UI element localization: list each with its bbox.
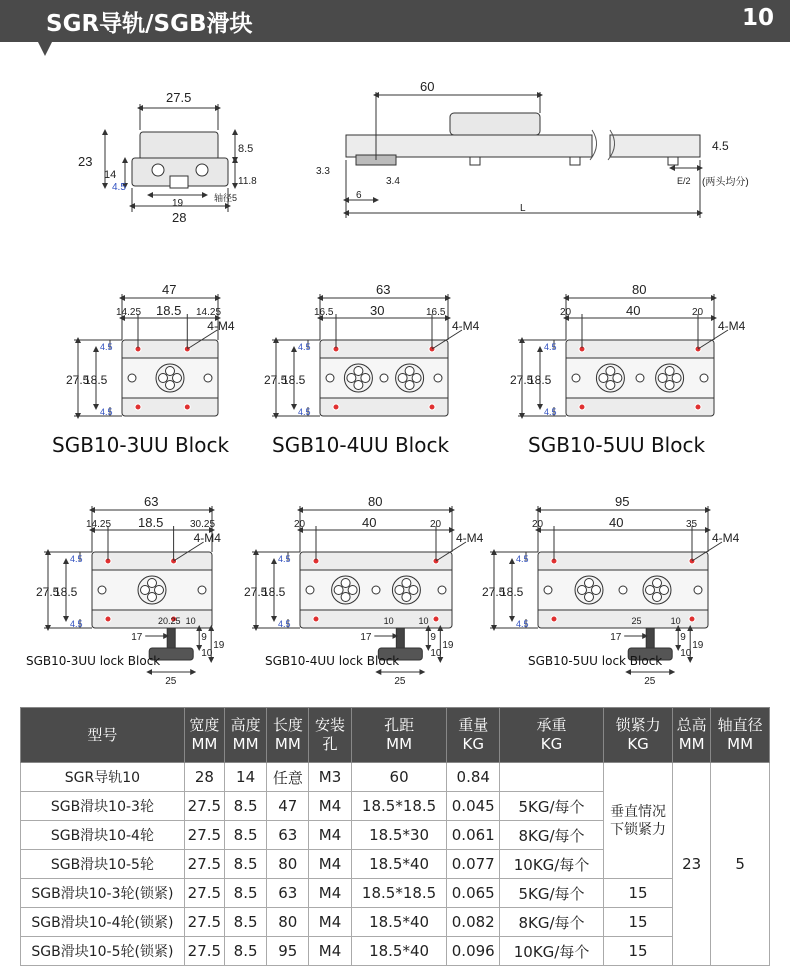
cell: 14	[224, 763, 266, 792]
dim-33: 3.3	[316, 166, 330, 177]
dim-h: 27.5	[36, 585, 60, 599]
dim-k17: 17	[360, 632, 372, 643]
dim-hole: 4-M4	[193, 531, 221, 545]
dim-hole: 4-M4	[718, 319, 746, 333]
dim-k25: 25	[644, 676, 656, 687]
dim-e-bot: 4.5	[516, 619, 529, 629]
cell: 8.5	[224, 937, 266, 966]
cell: M4	[309, 850, 351, 879]
dim-rail-85: 8.5	[238, 143, 254, 155]
dim-mid: 18.5	[138, 515, 164, 530]
cell: 18.5*30	[351, 821, 447, 850]
cell: 5KG/每个	[500, 792, 604, 821]
dim-e-half: E/2	[677, 176, 691, 186]
dim-width: 63	[376, 282, 391, 297]
th-model: 型号	[21, 708, 185, 763]
dim-k9: 9	[430, 632, 436, 643]
dim-rail-14: 14	[104, 169, 117, 181]
dim-h2: 18.5	[262, 585, 286, 599]
dim-k10: 10	[680, 648, 692, 659]
cell: SGR导轨10	[21, 763, 185, 792]
cell: 18.5*18.5	[351, 792, 447, 821]
cell: 8.5	[224, 908, 266, 937]
cell: 0.045	[447, 792, 500, 821]
dim-rail-bottom: 28	[172, 210, 187, 225]
cell: M3	[309, 763, 351, 792]
dim-h: 27.5	[510, 373, 534, 387]
dim-width: 63	[144, 494, 159, 509]
cell: 28	[184, 763, 224, 792]
cell: 18.5*40	[351, 908, 447, 937]
dim-e-bot: 4.5	[544, 407, 557, 417]
dim-width: 80	[368, 494, 383, 509]
dim-k19: 19	[442, 640, 454, 651]
lock-force-cell: 15	[604, 879, 673, 908]
dim-k9: 9	[680, 632, 686, 643]
spec-table	[20, 707, 770, 966]
dim-mid: 18.5	[156, 303, 182, 318]
dim-left: 20	[560, 307, 572, 318]
dim-e-top: 4.5	[544, 342, 557, 352]
table-row	[21, 763, 770, 792]
cell: M4	[309, 908, 351, 937]
dim-h: 27.5	[264, 373, 288, 387]
lock-force-cell: 15	[604, 908, 673, 937]
dim-mid: 40	[362, 515, 377, 530]
cell: 18.5*40	[351, 850, 447, 879]
cell: SGB滑块10-4轮	[21, 821, 185, 850]
dim-right: 20	[430, 519, 442, 530]
dim-b1: 25	[631, 616, 642, 626]
th-axle: 轴直径 MM	[711, 708, 770, 763]
cell: 80	[267, 908, 309, 937]
dim-k9: 9	[201, 632, 207, 643]
th-height: 高度 MM	[224, 708, 266, 763]
block-caption-3: SGB10-5UU Block	[528, 433, 706, 457]
dim-34: 3.4	[386, 176, 400, 187]
dim-left: 20	[532, 519, 544, 530]
dim-width: 95	[615, 494, 630, 509]
dim-b2: 10	[670, 616, 681, 626]
cell: SGB滑块10-3轮	[21, 792, 185, 821]
dim-left: 14.25	[86, 519, 112, 530]
cell: SGB滑块10-4轮(锁紧)	[21, 908, 185, 937]
cell: 63	[267, 821, 309, 850]
dim-left: 16.5	[314, 307, 334, 318]
cell: 8.5	[224, 850, 266, 879]
cell: M4	[309, 821, 351, 850]
cell: 0.84	[447, 763, 500, 792]
dim-k10: 10	[201, 648, 213, 659]
dim-k19: 19	[213, 640, 225, 651]
cell: 8.5	[224, 821, 266, 850]
dim-h: 27.5	[244, 585, 268, 599]
lock-caption-1: SGB10-3UU lock Block	[26, 654, 161, 668]
th-load: 承重 KG	[500, 708, 604, 763]
th-lock-force: 锁紧力 KG	[604, 708, 673, 763]
dim-rail-19: 19	[172, 198, 184, 209]
th-mount: 安装 孔	[309, 708, 351, 763]
block-caption-1: SGB10-3UU Block	[52, 433, 230, 457]
dim-hole: 4-M4	[452, 319, 480, 333]
dim-6: 6	[356, 190, 362, 201]
dim-e-top: 4.5	[278, 554, 291, 564]
cell: 80	[267, 850, 309, 879]
cell: 0.065	[447, 879, 500, 908]
cell: 8KG/每个	[500, 821, 604, 850]
dim-rail-height: 23	[78, 154, 93, 169]
dim-e-bot: 4.5	[70, 619, 83, 629]
dim-rail-118: 11.8	[238, 176, 257, 187]
dim-e-top: 4.5	[516, 554, 529, 564]
dim-k10: 10	[430, 648, 442, 659]
cell: M4	[309, 937, 351, 966]
axle-label: 轴径5	[214, 193, 238, 203]
lock-caption-3: SGB10-5UU lock Block	[528, 654, 663, 668]
dim-b2: 10	[418, 616, 429, 626]
th-hole-pitch: 孔距 MM	[351, 708, 447, 763]
dim-mid: 40	[609, 515, 624, 530]
table-row	[21, 937, 770, 966]
lock-force-merged: 垂直情况下锁紧力	[604, 763, 673, 879]
cell: 0.082	[447, 908, 500, 937]
cell: 95	[267, 937, 309, 966]
th-length: 长度 MM	[267, 708, 309, 763]
dim-e-bot: 4.5	[298, 407, 311, 417]
cell: 8.5	[224, 792, 266, 821]
page-title: SGR导轨/SGB滑块	[46, 11, 253, 37]
cell: 47	[267, 792, 309, 821]
cell: M4	[309, 879, 351, 908]
cell: 27.5	[184, 792, 224, 821]
dim-left: 14.25	[116, 307, 142, 318]
cell: 10KG/每个	[500, 850, 604, 879]
dim-k19: 19	[692, 640, 704, 651]
cell: 0.096	[447, 937, 500, 966]
dim-l: L	[520, 203, 526, 214]
cell: 27.5	[184, 908, 224, 937]
cell: 27.5	[184, 879, 224, 908]
dim-b1: 10	[383, 616, 394, 626]
lock-caption-2: SGB10-4UU lock Block	[265, 654, 400, 668]
dim-width: 47	[162, 282, 177, 297]
cell	[500, 763, 604, 792]
page-header	[0, 0, 790, 42]
cell: 10KG/每个	[500, 937, 604, 966]
dim-right: 30.25	[190, 519, 216, 530]
dim-h: 27.5	[66, 373, 90, 387]
rail-side-view	[346, 92, 700, 218]
dim-h2: 18.5	[528, 373, 552, 387]
cell: 27.5	[184, 821, 224, 850]
dim-h: 27.5	[482, 585, 506, 599]
dim-hole: 4-M4	[207, 319, 235, 333]
cell: 8KG/每个	[500, 908, 604, 937]
dim-k17: 17	[131, 632, 143, 643]
dim-k25: 25	[394, 676, 406, 687]
dim-rail-top: 27.5	[166, 90, 192, 105]
dim-rail-45: 4.5	[112, 182, 126, 193]
dim-e-bot: 4.5	[278, 619, 291, 629]
page-number: 10	[741, 5, 774, 31]
dim-e-top: 4.5	[298, 342, 311, 352]
technical-drawing	[0, 56, 790, 706]
dim-k17: 17	[610, 632, 622, 643]
dim-e-top: 4.5	[100, 342, 113, 352]
dim-e-top: 4.5	[70, 554, 83, 564]
dim-left: 20	[294, 519, 306, 530]
dim-mid: 40	[626, 303, 641, 318]
dim-h2: 18.5	[282, 373, 306, 387]
dim-right: 16.5	[426, 307, 446, 318]
cell: 27.5	[184, 937, 224, 966]
dim-b2: 10	[185, 616, 196, 626]
dim-45r: 4.5	[712, 139, 729, 153]
dim-k25: 25	[165, 676, 177, 687]
dim-e-bot: 4.5	[100, 407, 113, 417]
cell: 60	[351, 763, 447, 792]
th-total-height: 总高 MM	[673, 708, 711, 763]
dim-right: 20	[692, 307, 704, 318]
dim-right: 14.25	[196, 307, 222, 318]
dim-width: 80	[632, 282, 647, 297]
dim-right: 35	[686, 519, 698, 530]
dim-hole: 4-M4	[712, 531, 740, 545]
table-row	[21, 879, 770, 908]
total-height-cell: 23	[673, 763, 711, 966]
dim-h2: 18.5	[500, 585, 524, 599]
cell: 0.061	[447, 821, 500, 850]
table-row	[21, 908, 770, 937]
dim-hole: 4-M4	[456, 531, 484, 545]
lock-force-cell: 15	[604, 937, 673, 966]
th-width: 宽度 MM	[184, 708, 224, 763]
cell: 18.5*40	[351, 937, 447, 966]
cell: 5KG/每个	[500, 879, 604, 908]
dim-h2: 18.5	[84, 373, 108, 387]
block-caption-2: SGB10-4UU Block	[272, 433, 450, 457]
dim-e-note: (两头均分)	[702, 177, 749, 188]
cell: 27.5	[184, 850, 224, 879]
cell: 63	[267, 879, 309, 908]
cell: M4	[309, 792, 351, 821]
cell: 18.5*18.5	[351, 879, 447, 908]
axle-dia-cell: 5	[711, 763, 770, 966]
dim-h2: 18.5	[54, 585, 78, 599]
cell: SGB滑块10-5轮	[21, 850, 185, 879]
cell: 任意	[267, 763, 309, 792]
cell: 8.5	[224, 879, 266, 908]
dim-b1: 20.25	[158, 616, 181, 626]
cell: SGB滑块10-5轮(锁紧)	[21, 937, 185, 966]
cell: 0.077	[447, 850, 500, 879]
th-weight: 重量 KG	[447, 708, 500, 763]
cell: SGB滑块10-3轮(锁紧)	[21, 879, 185, 908]
dim-hole-60: 60	[420, 79, 435, 94]
header-notch	[38, 42, 52, 56]
table-header-row	[21, 708, 770, 763]
dim-mid: 30	[370, 303, 385, 318]
